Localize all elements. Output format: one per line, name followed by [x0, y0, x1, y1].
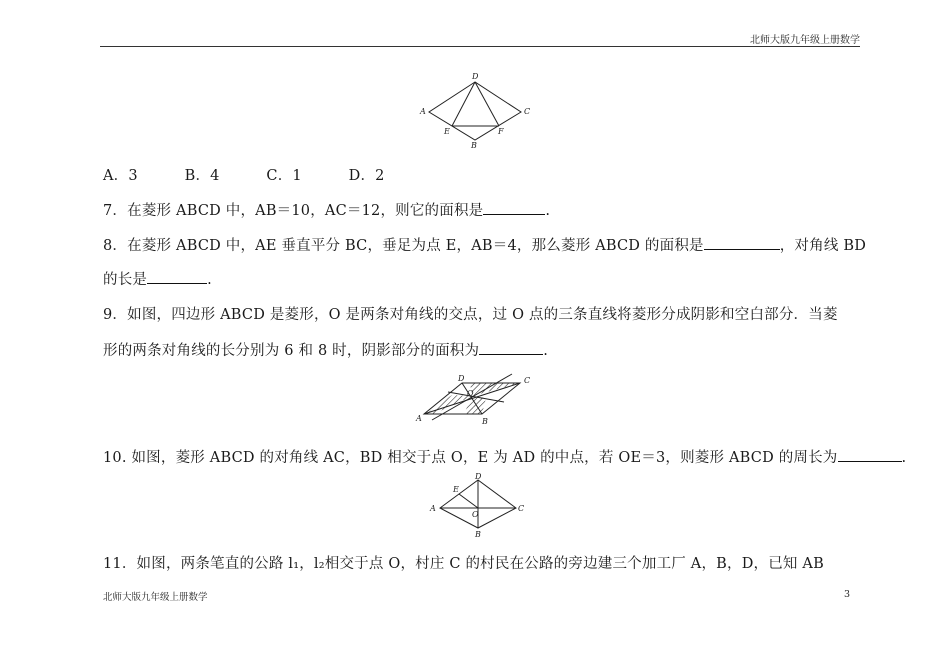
question-10 [103, 446, 906, 467]
page-header-title: 北师大版九年级上册数学 [750, 35, 860, 46]
label-a: A [416, 414, 422, 423]
label-o: O [467, 389, 474, 398]
page-number: 3 [843, 589, 850, 600]
question-10-end: . [901, 450, 907, 466]
label-c: C [524, 376, 531, 385]
question-8-line2 [103, 268, 212, 289]
label-b: B [482, 417, 488, 426]
answer-blank [147, 270, 207, 284]
question-8-line1 [103, 234, 866, 255]
answer-blank [479, 341, 543, 355]
figure-rhombus-triangle [415, 70, 540, 150]
question-8-line1-end: ，对角线 BD [779, 238, 867, 254]
header-divider [100, 46, 860, 47]
label-a: A [430, 504, 436, 513]
label-o: O [472, 510, 479, 519]
question-7-text: 7．在菱形 ABCD 中，AB＝10，AC＝12，则它的面积是 [103, 203, 484, 219]
question-8-line2-end: . [207, 272, 212, 288]
question-11: 11．如图，两条笔直的公路 l₁，l₂相交于点 O，村庄 C 的村民在公路的旁边建三个加工厂 A，B，D，已知 AB [103, 556, 824, 572]
label-d: D [458, 374, 465, 383]
question-7-end: . [545, 203, 551, 219]
option-b: B．4 [184, 168, 220, 184]
label-e: E [444, 127, 450, 136]
label-c: C [524, 107, 531, 116]
question-8-text: 8．在菱形 ABCD 中，AE 垂直平分 BC，垂足为点 E，AB＝4，那么菱形 ABCD 的面积是 [103, 238, 704, 254]
answer-blank [838, 448, 902, 462]
option-c: C．1 [266, 168, 302, 184]
answer-blank [483, 201, 545, 215]
label-a: A [420, 107, 426, 116]
figure-shaded-rhombus [412, 372, 542, 428]
label-b: B [475, 530, 481, 539]
label-d: D [475, 472, 482, 481]
question-9-line2 [103, 339, 548, 360]
answer-blank [704, 236, 780, 250]
answer-options [103, 164, 427, 185]
option-a: A．3 [103, 168, 138, 184]
question-8-line2-text: 的长是 [103, 272, 148, 288]
question-7 [103, 199, 550, 220]
question-9-line2-text: 形的两条对角线的长分别为 6 和 8 时，阴影部分的面积为 [103, 343, 480, 359]
footer-title: 北师大版九年级上册数学 [103, 592, 208, 603]
question-9-line2-end: . [543, 343, 548, 359]
question-9-line1: 9．如图，四边形 ABCD 是菱形，O 是两条对角线的交点，过 O 点的三条直线将菱形分成阴影和空白部分．当菱 [103, 307, 838, 323]
figure-rhombus-diagonals [426, 472, 526, 540]
label-e: E [453, 485, 459, 494]
label-c: C [518, 504, 525, 513]
option-d: D．2 [348, 168, 385, 184]
label-d: D [472, 72, 479, 81]
label-f: F [498, 127, 504, 136]
question-10-text: 10. 如图，菱形 ABCD 的对角线 AC，BD 相交于点 O，E 为 AD 的中点，若 OE＝3，则菱形 ABCD 的周长为 [103, 450, 838, 466]
label-b: B [471, 141, 477, 150]
